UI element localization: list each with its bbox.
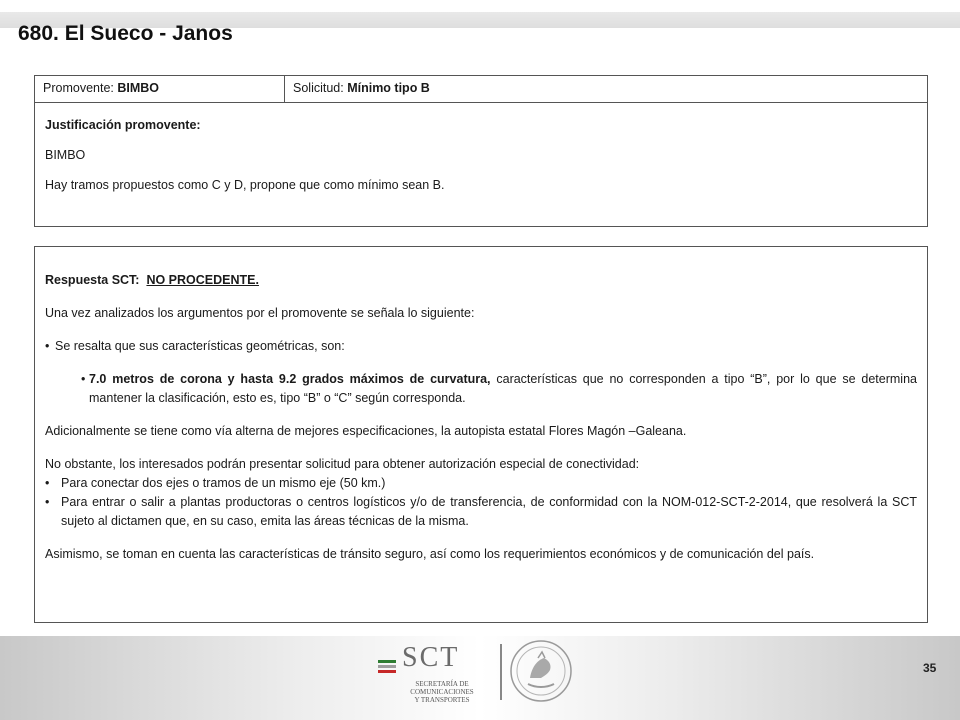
logo-text: SCT — [402, 642, 460, 673]
list-item — [45, 337, 917, 356]
promovente-value: BIMBO — [117, 81, 160, 95]
condition-text: Para entrar o salir a plantas productoras o centros logísticos y/o de transferencia, de conformidad con la NOM-012-SCT-2-2014, que resolverá la SCT sujeto al dictamen que, en su caso, emita las áreas técnicas de la misma. — [61, 495, 917, 528]
request-box — [34, 75, 928, 227]
list-item — [45, 474, 917, 493]
solicitud-cell — [285, 76, 927, 102]
logo-subtitle-line: COMUNICACIONES — [410, 688, 474, 696]
list-item — [45, 370, 917, 408]
closing-text: Asimismo, se toman en cuenta las características de tránsito seguro, así como los requerimientos económicos y de comunicación del país. — [45, 547, 815, 561]
logo-subtitle-line: Y TRANSPORTES — [414, 696, 470, 704]
bullet-icon: • — [81, 372, 86, 386]
solicitud-value: Mínimo tipo B — [347, 81, 430, 95]
logo-stripes-icon — [378, 660, 396, 674]
page-title: 680. El Sueco - Janos — [18, 22, 233, 45]
condition-text: Para conectar dos ejes o tramos de un mismo eje (50 km.) — [61, 476, 386, 490]
page-number: 35 — [923, 661, 937, 675]
bullet-icon: • — [45, 476, 50, 490]
bullet-text: Se resalta que sus características geométricas, son: — [55, 339, 345, 353]
list-item — [45, 493, 917, 531]
solicitud-label: Solicitud: — [293, 81, 348, 95]
sub-bullet-text — [89, 370, 917, 408]
justification-line: BIMBO — [45, 148, 86, 162]
request-header-row — [35, 76, 927, 103]
logo-divider — [500, 644, 502, 700]
justification-line: Hay tramos propuestos como C y D, propone que como mínimo sean B. — [45, 178, 445, 192]
bullet-icon: • — [45, 339, 50, 353]
justification-heading: Justificación promovente: — [45, 118, 201, 132]
promovente-cell — [35, 76, 285, 102]
sub-bullet-rest: características que no corresponden a tipo “B”, por lo que se determina mantener la clasificación, esto es, tipo “B” o “C” según corresponda. — [89, 372, 917, 405]
response-intro: Una vez analizados los argumentos por el promovente se señala lo siguiente: — [45, 306, 475, 320]
bullet-icon: • — [45, 495, 50, 509]
sct-logo — [372, 638, 572, 720]
response-verdict: NO PROCEDENTE. — [146, 273, 259, 287]
justification-section — [35, 103, 927, 193]
logo-subtitle-line: SECRETARÍA DE — [415, 680, 469, 688]
response-label: Respuesta SCT: — [45, 273, 140, 287]
sub-bullet-bold: 7.0 metros de corona y hasta 9.2 grados máximos de curvatura, — [89, 372, 491, 386]
alternate-route-text: Adicionalmente se tiene como vía alterna de mejores especificaciones, la autopista estatal Flores Magón –Galeana. — [45, 424, 687, 438]
response-heading — [45, 271, 917, 290]
logo-subtitle — [390, 680, 494, 704]
nonetheless-text: No obstante, los interesados podrán presentar solicitud para obtener autorización especial de conectividad: — [45, 457, 640, 471]
mexico-coat-of-arms-icon — [508, 638, 574, 704]
promovente-label: Promovente: — [43, 81, 118, 95]
response-box — [34, 246, 928, 623]
